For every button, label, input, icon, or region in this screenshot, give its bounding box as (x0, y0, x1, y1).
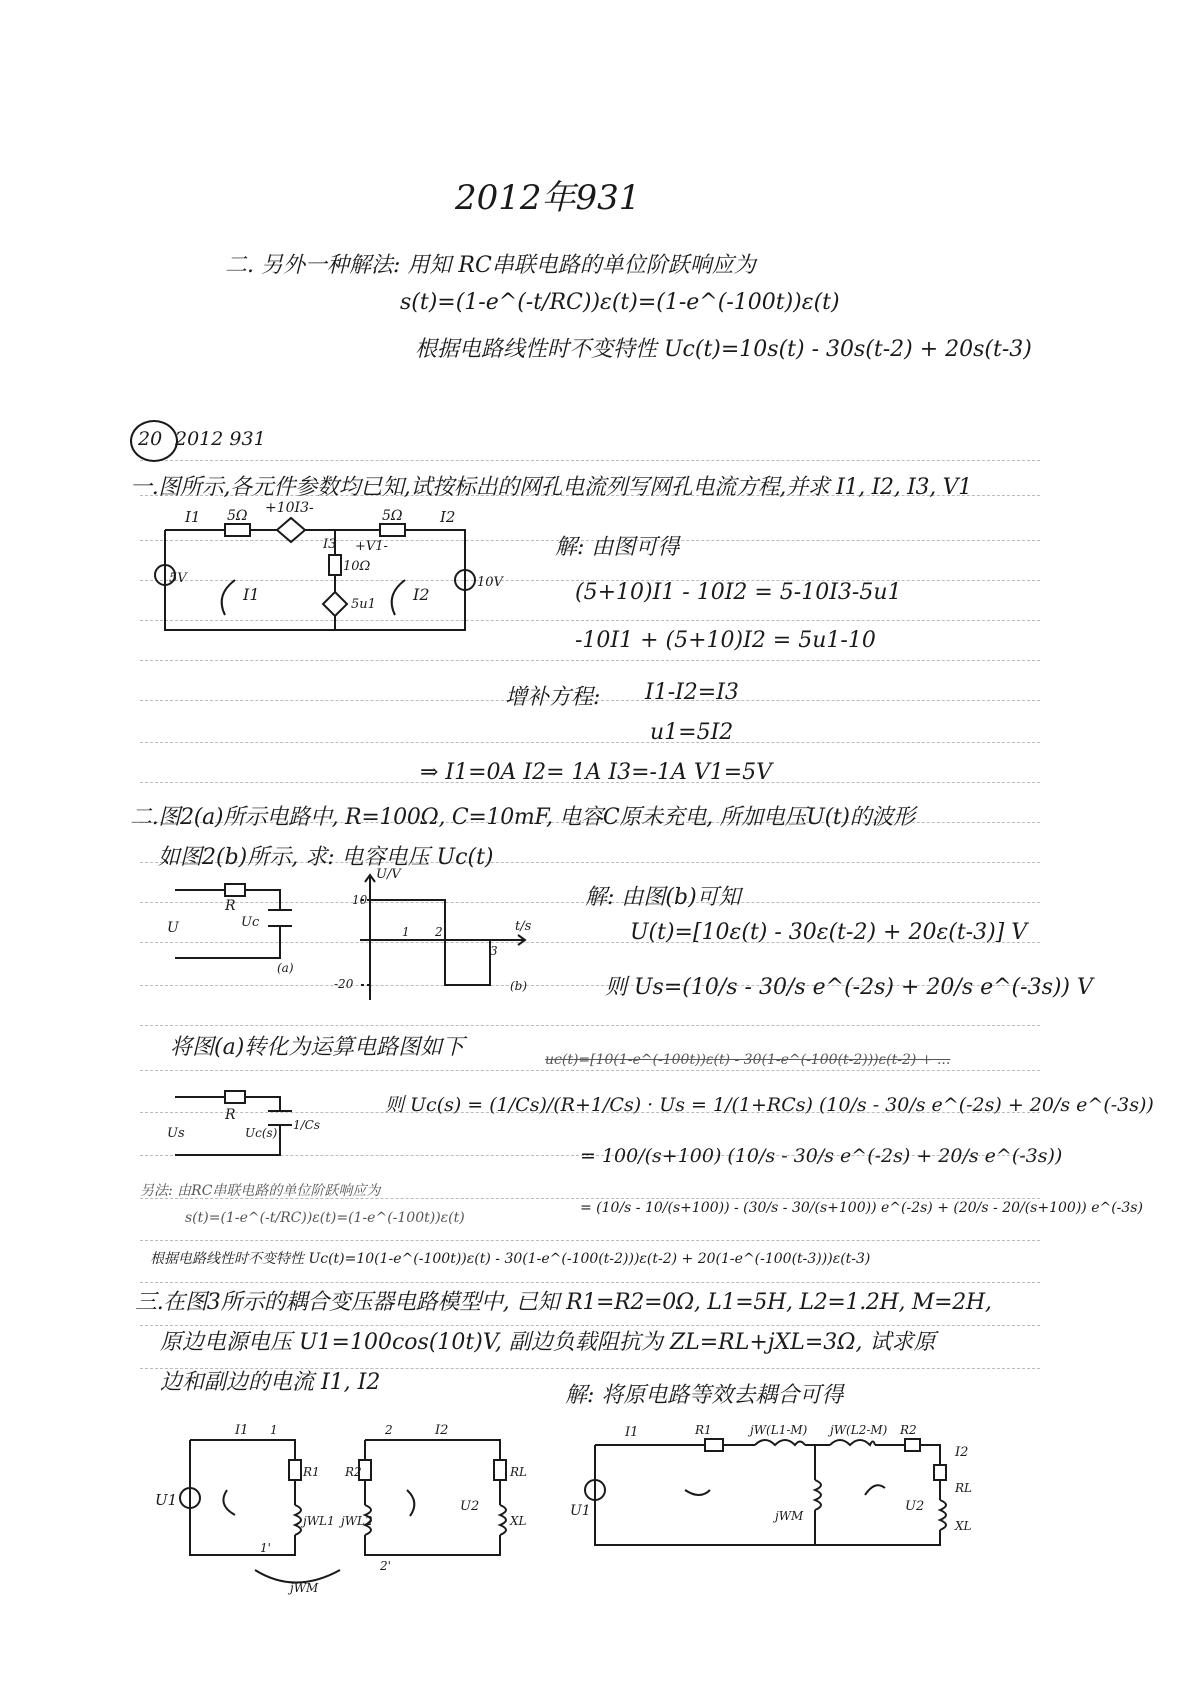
problem1-aux1: I1-I2=I3 (645, 680, 739, 705)
ruled-line (140, 660, 1040, 661)
xl-label: XL (510, 1514, 527, 1528)
mesh1-label: I1 (243, 585, 260, 604)
xaxis-label: t/s (515, 919, 532, 934)
r-5a-label: 5Ω (227, 508, 248, 524)
ruled-line (140, 460, 1040, 461)
t2-label: 2 (435, 925, 443, 939)
circuit-diagram-2a (165, 880, 305, 975)
dep5u-label: 5u1 (351, 597, 376, 612)
eq-u1-label: U1 (570, 1503, 591, 1519)
jwl2-label: jWL2 (341, 1514, 373, 1528)
circuit-diagram-3 (145, 1420, 545, 1600)
problem1-result: ⇒ I1=0A I2= 1A I3=-1A V1=5V (420, 760, 773, 785)
problem3-statement-1: 三.在图3所示的耦合变压器电路模型中, 已知 R1=R2=0Ω, L1=5H, L2=1.2H, M=2H, (135, 1290, 992, 1315)
problem2-statement-2: 如图2(b)所示, 求: 电容电压 Uc(t) (158, 845, 494, 870)
r-10-label: 10Ω (343, 559, 371, 574)
tag-label: 2012 931 (175, 428, 266, 450)
problem2-solution-head: 解: 由图(b)可知 (585, 885, 741, 910)
problem1-solution-head: 解: 由图可得 (555, 535, 680, 560)
i3-label: I3 (323, 537, 337, 552)
r1-label: R1 (303, 1465, 320, 1479)
eq-jw2-label: jW(L2-M) (830, 1423, 888, 1437)
eq-rl-label: RL (955, 1481, 973, 1495)
eq-i1-label: I1 (625, 1425, 639, 1440)
i2-label: I2 (440, 508, 456, 526)
eq-jw1-label: jW(L1-M) (750, 1423, 808, 1437)
n2-label: 2 (385, 1423, 393, 1437)
eq-jwm-label: jWM (775, 1509, 804, 1523)
circled-tag-number: 20 (138, 428, 163, 450)
problem2-us: 则 Us=(10/s - 30/s e^(-2s) + 20/s e^(-3s)) V (605, 975, 1093, 1000)
jwm-label: jWM (290, 1581, 319, 1595)
alt-solution-line-1: 二. 另外一种解法: 用知 RC串联电路的单位阶跃响应为 (225, 253, 756, 278)
problem1-eq2: -10I1 + (5+10)I2 = 5u1-10 (575, 628, 876, 653)
alt-solution-line-3: 根据电路线性时不变特性 Uc(t)=10s(t) - 30s(t-2) + 20s(t-3) (415, 337, 1032, 362)
problem2-faint-2: s(t)=(1-e^(-t/RC))ε(t)=(1-e^(-100t))ε(t) (185, 1210, 465, 1226)
r2-label: R2 (345, 1465, 362, 1479)
ruled-line (140, 1070, 1040, 1071)
i1-label: I1 (235, 1423, 249, 1438)
problem2-ucs-2: = 100/(s+100) (10/s - 30/s e^(-2s) + 20/s e^(-3s)) (580, 1145, 1063, 1167)
vm20-label: -20 (334, 977, 354, 991)
problem2-final: 根据电路线性时不变特性 Uc(t)=10(1-e^(-100t))ε(t) - 30(1-e^(-100(t-2)))ε(t-2) + 20(1-e^(-100(t-3)))ε(t-3) (150, 1251, 871, 1267)
u-label: U (167, 920, 179, 936)
waveform-chart-2b (334, 867, 550, 1010)
mesh2-label: I2 (413, 585, 430, 604)
circuit-diagram-3-equivalent (570, 1420, 995, 1570)
dep-src-label: +10I3- (265, 500, 314, 516)
r-label: R (225, 898, 236, 914)
i1-label: I1 (185, 508, 201, 526)
problem2-faint-1: 另法: 由RC串联电路的单位阶跃响应为 (140, 1183, 381, 1199)
jwl1-label: jWL1 (303, 1514, 335, 1528)
problem3-statement-2: 原边电源电压 U1=100cos(10t)V, 副边负载阻抗为 ZL=RL+jXL=3Ω, 试求原 (160, 1330, 936, 1355)
circuit-diagram-2-operational (165, 1085, 321, 1165)
op-ucs-label: Uc(s) (245, 1126, 278, 1140)
problem2-statement-1: 二.图2(a)所示电路中, R=100Ω, C=10mF, 电容C原未充电, 所加电压U(t)的波形 (130, 805, 915, 830)
n1-label: 1 (270, 1423, 278, 1437)
uc-label: Uc (241, 915, 260, 930)
circuit-diagram-1 (155, 500, 503, 660)
op-r-label: R (225, 1107, 236, 1123)
ruled-line (140, 742, 1040, 743)
v1-label: +V1- (355, 539, 388, 554)
eq-r2-label: R2 (900, 1423, 917, 1437)
i2-label: I2 (435, 1423, 449, 1438)
u1-label: U1 (155, 1491, 178, 1509)
problem2-transform: 将图(a)转化为运算电路图如下 (170, 1035, 465, 1060)
problem2-ucs: 则 Uc(s) = (1/Cs)/(R+1/Cs) · Us = 1/(1+RCs) (10/s - 30/s e^(-2s) + 20/s e^(-3s)) (385, 1094, 1154, 1116)
page-title: 2012年931 (455, 178, 641, 218)
problem3-solution-head: 解: 将原电路等效去耦合可得 (565, 1383, 844, 1408)
problem2-ucs-3: = (10/s - 10/(s+100)) - (30/s - 30/(s+100)) e^(-2s) + (20/s - 20/(s+100)) e^(-3s) (580, 1200, 1143, 1216)
v10-label: 10 (352, 893, 368, 907)
u2-label: U2 (460, 1499, 480, 1514)
op-cs-label: 1/Cs (293, 1118, 321, 1132)
eq-xl-label: XL (955, 1519, 972, 1533)
t1-label: 1 (402, 925, 410, 939)
yaxis-label: U/V (376, 867, 401, 882)
problem2-scribble: uc(t)=[10(1-e^(-100t))ε(t) - 30(1-e^(-100(t-2)))ε(t-2) + ... (545, 1052, 951, 1068)
problem1-aux-label: 增补方程: (505, 685, 601, 710)
ruled-line (140, 1240, 1040, 1241)
ruled-line (140, 1025, 1040, 1026)
ruled-line (140, 1282, 1040, 1283)
src-5v-label: 5V (169, 571, 187, 586)
problem1-eq1: (5+10)I1 - 10I2 = 5-10I3-5u1 (575, 580, 902, 605)
problem2-ut: U(t)=[10ε(t) - 30ε(t-2) + 20ε(t-3)] V (630, 920, 1028, 945)
src-10v-label: 10V (477, 575, 503, 590)
problem1-statement: 一.图所示,各元件参数均已知,试按标出的网孔电流列写网孔电流方程,并求 I1, I2, I3, V1 (130, 475, 972, 500)
n2p-label: 2' (380, 1559, 391, 1573)
alt-solution-line-2: s(t)=(1-e^(-t/RC))ε(t)=(1-e^(-100t))ε(t) (400, 290, 840, 315)
problem1-aux2: u1=5I2 (650, 720, 734, 745)
eq-i2-label: I2 (955, 1445, 969, 1460)
n1p-label: 1' (260, 1541, 271, 1555)
rl-label: RL (510, 1465, 528, 1479)
eq-u2-label: U2 (905, 1499, 925, 1514)
eq-r1-label: R1 (695, 1423, 712, 1437)
r-5b-label: 5Ω (382, 508, 403, 524)
fig-b-label: (b) (510, 979, 528, 993)
op-us-label: Us (167, 1126, 185, 1141)
problem3-statement-3: 边和副边的电流 I1, I2 (160, 1370, 381, 1395)
fig-a-label: (a) (277, 961, 294, 975)
t3-label: 3 (490, 944, 498, 958)
